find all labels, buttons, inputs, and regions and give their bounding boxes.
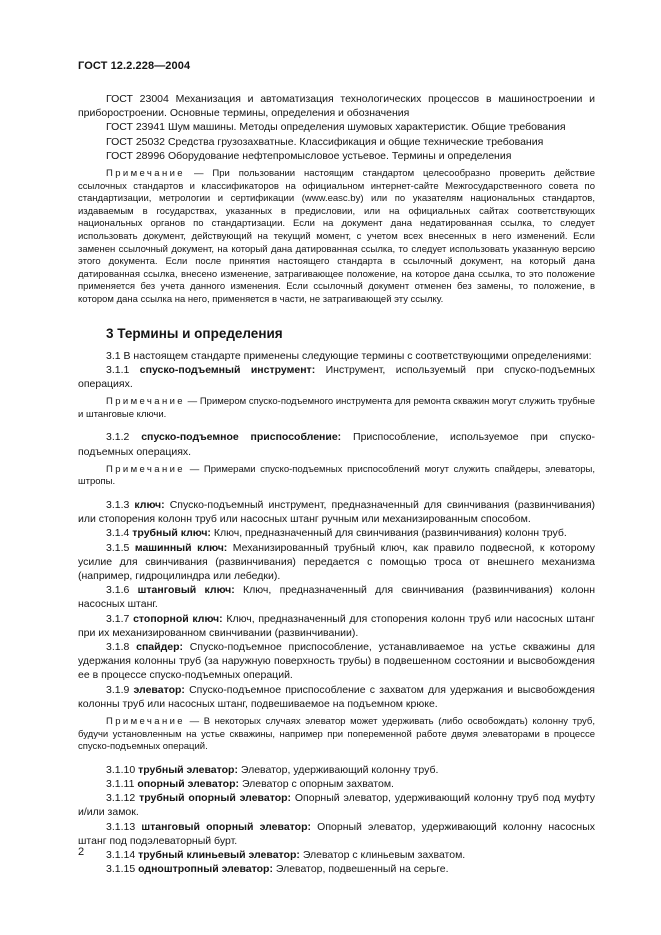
term-entry: 3.1.13 штанговый опорный элеватор: Опорный элеватор, удерживающий колонну насосных штанг под подэлеваторный бурт. (78, 820, 596, 847)
page-content (78, 92, 595, 876)
note-references: Примечание — При пользовании настоящим стандартом целесообразно проверить действие ссылочных стандартов и классификаторов на официальном интернет-сайте Межгосударственного совета по стандартизации, метрологии и сертификации (www.easc.by) или по указателям национальных стандартов, издаваемым в государствах, указанных в предисловии, или на официальных сайтах соответствующих национальных органов по стандартизации. Если на документ дана недатированная ссылка, то следует использовать документ, действующий на текущий момент, с учетом всех внесенных в него изменений. Если заменен ссылочный документ, на который дана датированная ссылка, то следует использовать указанную версию этого документа. Если после принятия настоящего стандарта в ссылочный документ, на который дана датированная ссылка, внесено изменение, затрагивающее положение, на которое дана ссылка, то это положение применяется без учета данного изменения. Если ссылочный документ отменен без замены, то положение, в котором дана ссылка на него, применяется в части, не затрагивающей эту ссылку. (78, 168, 595, 305)
term-entry: 3.1.4 трубный ключ: Ключ, предназначенный для свинчивания (развинчивания) колонн труб. (106, 527, 567, 540)
term-entry: 3.1.11 опорный элеватор: Элеватор с опорным захватом. (106, 777, 394, 790)
term-entry: 3.1.10 трубный элеватор: Элеватор, удерживающий колонну труб. (106, 763, 439, 776)
section-intro: 3.1 В настоящем стандарте применены следующие термины с соответствующими определениями: (106, 349, 592, 362)
note-label: Примечание (106, 168, 185, 180)
page-number: 2 (78, 846, 85, 858)
term-entry: 3.1.14 трубный клиньевый элеватор: Элеватор с клиньевым захватом. (106, 848, 466, 861)
term-entry: 3.1.15 одноштропный элеватор: Элеватор, подвешенный на серьге. (106, 863, 449, 876)
term-entry: 3.1.5 машинный ключ: Механизированный трубный ключ, как правило подвесной, к которому усилие для свинчивания (развинчивания) передается с помощью троса от внешнего механизма (например, гидроцилиндра или лебедки). (78, 541, 596, 582)
note-elevator: Примечание — В некоторых случаях элеватор может удерживать (либо освобождать) колонну труб, будучи установленным на устье скважины, например при попеременной работе двумя элеваторами в процессе спуско-подъемных операций. (78, 715, 595, 753)
reference-item: ГОСТ 25032 Средства грузозахватные. Классификация и общие технические требования (106, 135, 544, 148)
term-entry: 3.1.7 стопорной ключ: Ключ, предназначенный для стопорения колонн труб или насосных штанг при их механизированном свинчивании (развинчивании). (78, 612, 595, 639)
term-entry: 3.1.12 трубный опорный элеватор: Опорный элеватор, удерживающий колонну труб под муфту и/или замок. (78, 792, 595, 819)
document-header: ГОСТ 12.2.228—2004 (78, 60, 191, 72)
reference-item: ГОСТ 23941 Шум машины. Методы определения шумовых характеристик. Общие требования (106, 121, 566, 134)
normative-references (78, 92, 595, 163)
term-entry: 3.1.1 спуско-подъемный инструмент: Инструмент, используемый при спуско-подъемных операциях. (78, 363, 596, 390)
term-entry: 3.1.2 спуско-подъемное приспособление: Приспособление, используемое при спуско-подъемных операциях. (78, 431, 596, 458)
term-entry: 3.1.6 штанговый ключ: Ключ, предназначенный для свинчивания (развинчивания) колонн насосных штанг. (78, 584, 596, 611)
term-entry: 3.1.8 спайдер: Спуско-подъемное приспособление, устанавливаемое на устье скважины для удержания колонны труб (за наружную поверхность трубы) в подвешенном состоянии и высвобождения ее в процессе спуско-подъемных операций. (78, 640, 596, 682)
term-entry: 3.1.9 элеватор: Спуско-подъемное приспособление с захватом для удержания и высвобождения колонны труб или насосных штанг, подвешиваемое на подъемном крюке. (78, 683, 595, 710)
section-title: 3 Термины и определения (106, 325, 283, 341)
term-entry: 3.1.3 ключ: Спуско-подъемный инструмент, предназначенный для свинчивания (развинчивания) или стопорения колонн труб или насосных штанг ручным или механизированным способом. (78, 498, 596, 526)
note-device: Примечание — Примерами спуско-подъемных приспособлений могут служить спайдеры, элеваторы, штропы. (78, 463, 596, 488)
reference-item: ГОСТ 23004 Механизация и автоматизация технологических процессов в машиностроении и приборостроении. Основные термины, определения и обозначения (78, 93, 595, 120)
note-instrument: Примечание — Примером спуско-подъемного инструмента для ремонта скважин могут служить трубные и штанговые ключи. (78, 396, 595, 420)
reference-item: ГОСТ 28996 Оборудование нефтепромысловое устьевое. Термины и определения (106, 149, 512, 162)
